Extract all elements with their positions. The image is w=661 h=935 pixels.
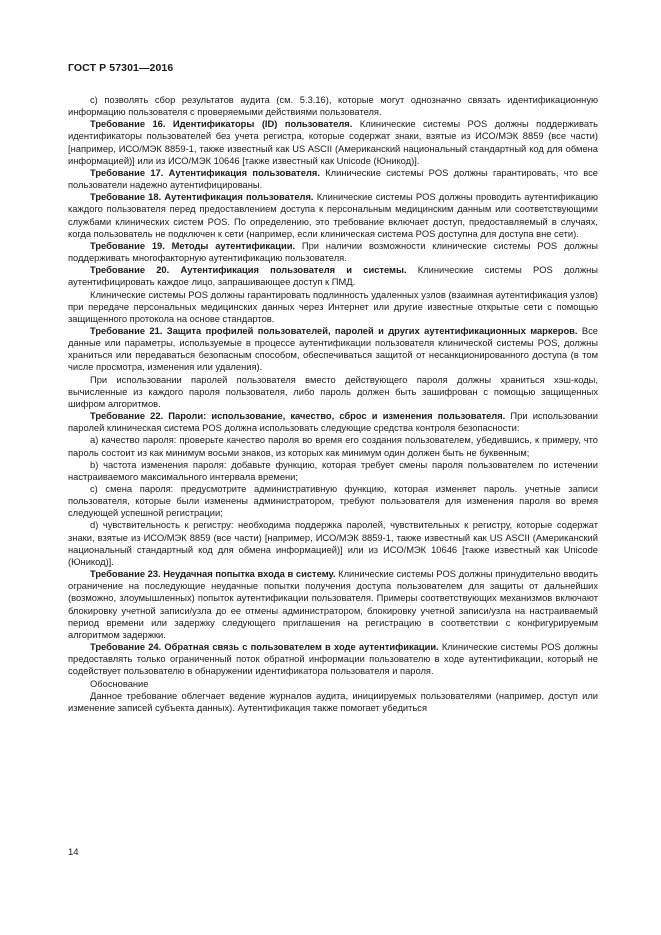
requirement-20: Требование 20. Аутентификация пользователя и системы. Клинические системы POS должны аутентифицировать каждое лицо, запрашивающее доступ к ПМД.: [68, 265, 598, 288]
requirement-16-title: Требование 16. Идентификаторы (ID) пользователя.: [90, 119, 353, 130]
list-item-c: с) смена пароля: предусмотрите административную функцию, которая изменяет пароль. учетные записи пользователя, которые были изменены администратором, требуют пользователя для изменения пароля во время следующей успешной регистрации;: [68, 484, 598, 519]
paragraph-c-audit: с) позволять сбор результатов аудита (см. 5.3.16), которые могут однозначно связать идентификационную информацию пользователя с проверяемыми действиями пользователя.: [68, 95, 598, 118]
requirement-18-title: Требование 18. Аутентификация пользователя.: [90, 192, 314, 203]
requirement-16: Требование 16. Идентификаторы (ID) пользователя. Клинические системы POS должны поддерживать идентификаторы пользователей без учета регистра, которые содержат знаки, взятые из ИСО/МЭК 8859 (все части) [например, ИСО/МЭК 8859-1, также известный как US ASCII (Американский национальный стандартный код для обмена информацией)] или из ИСО/МЭК 10646 [также известный как Unicode (Юникод)].: [68, 119, 598, 166]
list-item-a: а) качество пароля: проверьте качество пароля во время его создания пользователем, убедившись, к примеру, что пароль состоит из как минимум восьми знаков, из которых как минимум один должен быть не буквенным;: [68, 435, 598, 458]
paragraph-remote-nodes: Клинические системы POS должны гарантировать подлинность удаленных узлов (взаимная аутентификация узлов) при передаче персональных медицинских данных через Интернет или другие известные открытые сети с помощью защищенного протокола на основе стандартов.: [68, 289, 598, 324]
requirement-19-title: Требование 19. Методы аутентификации.: [90, 240, 296, 251]
requirement-17: Требование 17. Аутентификация пользователя. Клинические системы POS должны гарантировать, что все пользователи надежно аутентифицированы.: [68, 167, 599, 191]
requirement-20-title: Требование 20. Аутентификация пользователя и системы.: [90, 265, 407, 276]
requirement-17-title: Требование 17. Аутентификация пользователя.: [90, 167, 320, 178]
list-item-d: d) чувствительность к регистру: необходима поддержка паролей, чувствительных к регистру, которые содержат знаки, взятые из ИСО/МЭК 8859 (все части) [например, ИСО/МЭК 8859-1, также известный как US ASCII (Американский национальный стандартный код для обмена информацией)] или из ИСО/МЭК 10646 [также известный как Unicode (Юникод)].: [68, 520, 598, 567]
requirement-19: Требование 19. Методы аутентификации. При наличии возможности клинические системы POS должны поддерживать многофакторную аутентификацию пользователя.: [68, 240, 598, 264]
document-body: [68, 94, 598, 714]
requirement-23-title: Требование 23. Неудачная попытка входа в систему.: [90, 569, 336, 580]
requirement-23: Требование 23. Неудачная попытка входа в систему. Клинические системы POS должны принудительно вводить ограничение на последующие неудачные попытки получения доступа пользователем для защиты от дальнейших (возможно, злоумышленных) попыток аутентификации пользователя. Примеры соответствующих механизмов включают блокировку учетной записи/узла до ее отмены администратором, блокировку учетной записи/узла на настраиваемый период времени или задержку следующего приглашения на регистрацию в соответствии с конфигурируемым алгоритмом задержки.: [68, 569, 598, 640]
requirement-21: Требование 21. Защита профилей пользователей, паролей и других аутентификационных маркеров. Все данные или параметры, используемые в процессе аутентификации пользователя клинической системы POS, должны храниться или передаваться безопасным способом, обеспечиваться защитой от несанкционированного доступа (в том числе просмотра, изменения или удаления).: [68, 325, 598, 373]
requirement-24-title: Требование 24. Обратная связь с пользователем в ходе аутентификации.: [90, 642, 439, 653]
standard-designation: ГОСТ Р 57301—2016: [68, 62, 174, 74]
requirement-18: Требование 18. Аутентификация пользователя. Клинические системы POS должны проводить аутентификацию каждого пользователя перед предоставлением доступа к персональным медицинским данным или соответствующими службами клинических систем POS. По определению, это требование включает доступ, предоставляемый в случаях, когда пользователь не подключен к сети (например, если клиническая система POS доступна для доступа вне сети).: [68, 192, 598, 239]
rationale-heading: Обоснование: [90, 678, 149, 689]
requirement-22: Требование 22. Пароли: использование, качество, сброс и изменения пользователя. При использовании паролей клиническая система POS должна использовать следующие средства контроля безопасности:: [68, 411, 599, 434]
requirement-22-title: Требование 22. Пароли: использование, качество, сброс и изменения пользователя.: [90, 411, 506, 422]
requirement-21-title: Требование 21. Защита профилей пользователей, паролей и других аутентификационных маркеров.: [90, 325, 578, 336]
page-number: 14: [68, 847, 79, 858]
requirement-24: Требование 24. Обратная связь с пользователем в ходе аутентификации. Клинические системы POS должны предоставлять только ограниченный поток обратной информации пользователю в ходе аутентификации, который не содействует пользователю в обнаружении идентификатора пользователя и пароля.: [68, 642, 598, 677]
paragraph-password-hash: При использовании паролей пользователя вместо действующего пароля должны храниться хэш-коды, вычисленные из каждого пароля пользователя, либо пароль должен быть зашифрован с помощью защищенных шифром алгоритмов.: [68, 374, 598, 409]
rationale-text: Данное требование облегчает ведение журналов аудита, инициируемых пользователями (например, доступ или изменение записей субъекта данных). Аутентификация также помогает убедиться: [68, 690, 598, 713]
list-item-b: b) частота изменения пароля: добавьте функцию, которая требует смены пароля пользователем по истечении настраиваемого максимального интервала времени;: [68, 459, 598, 482]
